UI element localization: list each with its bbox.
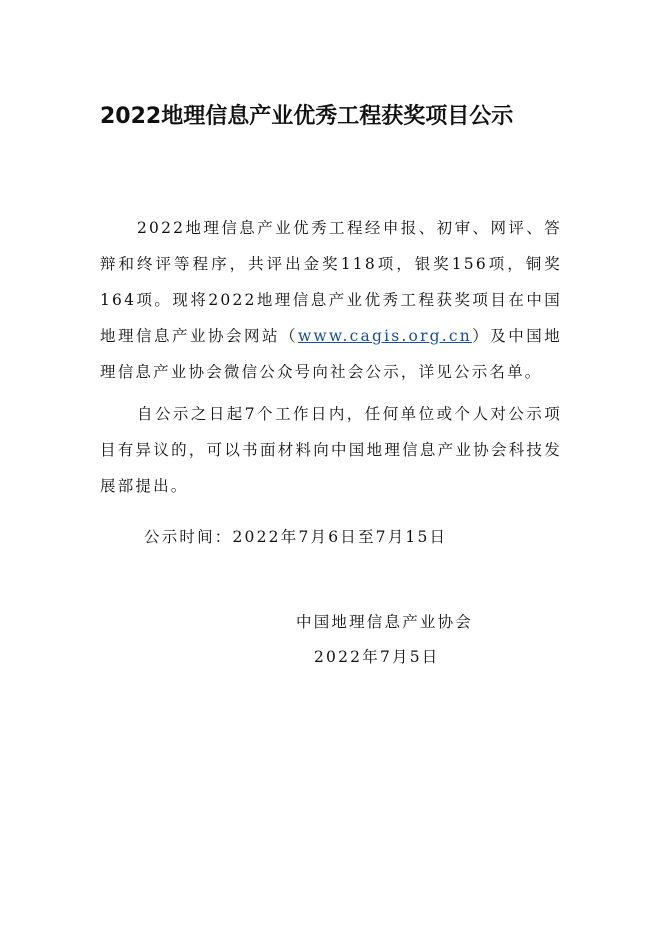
website-link[interactable]: www.cagis.org.cn	[297, 327, 472, 345]
announcement-paragraph	[100, 210, 562, 390]
paragraph-text-after-link: ）及中国地理信息产业协会微信公众号向社会公示，详见公示名单。	[100, 327, 562, 381]
notice-period: 公示时间：2022年7月6日至7月15日	[144, 528, 448, 546]
objection-paragraph: 自公示之日起7个工作日内，任何单位或个人对公示项目有异议的，可以书面材料向中国地理信息产业协会科技发展部提出。	[100, 405, 562, 495]
signature-date: 2022年7月5日	[314, 648, 440, 666]
document-title: 2022地理信息产业优秀工程获奖项目公示	[100, 104, 514, 129]
paragraph-text-before-link: 2022地理信息产业优秀工程经申报、初审、网评、答辩和终评等程序，共评出金奖118项，银奖156项，铜奖164项。现将2022地理信息产业优秀工程获奖项目在中国地理信息产业协会网站（	[100, 219, 562, 345]
signature-organization: 中国地理信息产业协会	[296, 613, 474, 631]
